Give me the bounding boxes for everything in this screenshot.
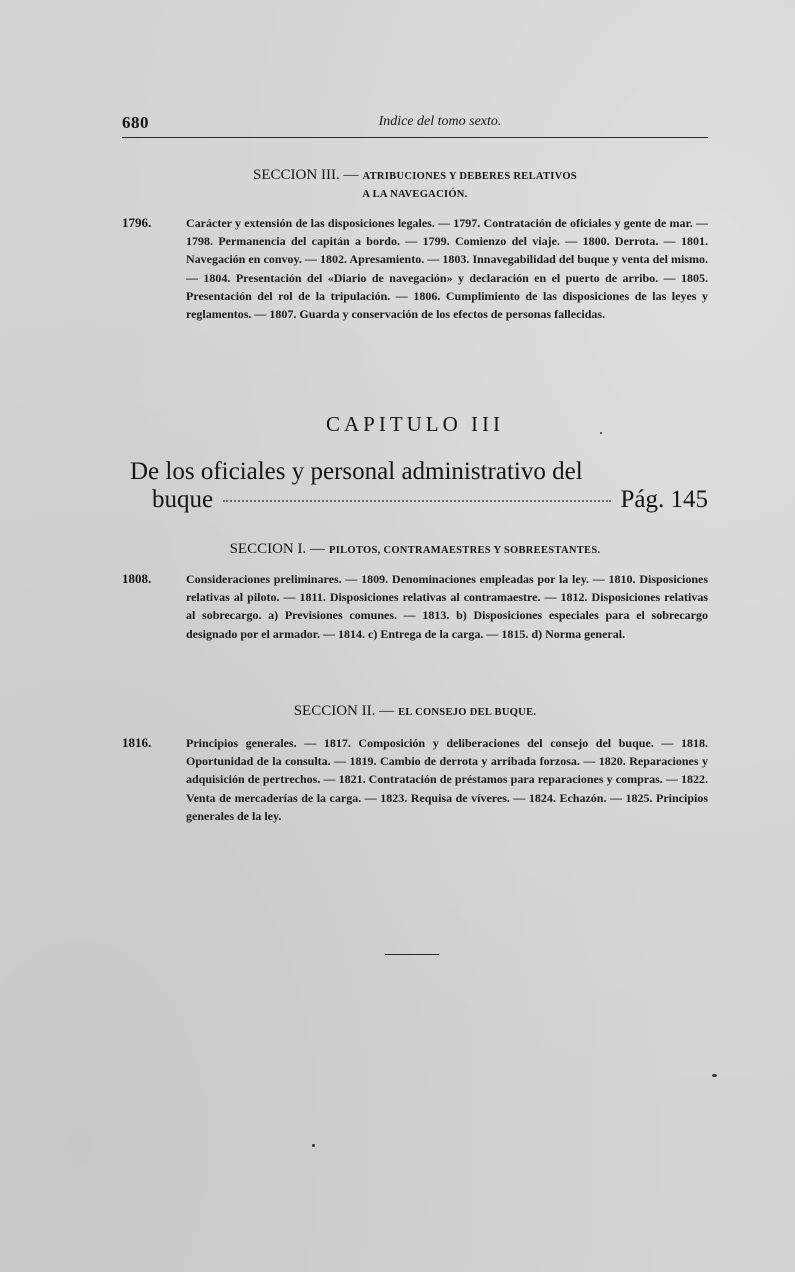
header-rule <box>122 137 708 138</box>
chapter-subtitle-word: buque <box>152 486 214 513</box>
section-1-heading <box>122 540 708 560</box>
chapter-subtitle-line2 <box>152 486 708 514</box>
section-1-title-lead: SECCION I. — <box>229 541 326 557</box>
running-title: Indice del tomo sexto. <box>378 114 502 129</box>
entry-text: Consideraciones preliminares. — 1809. Denominaciones empleadas por la ley. — 1810. Disposiciones relativas al piloto. — 1811. Disposiciones relativas al contramaestre. — 1812. Disposiciones relativas al sobrecargo. a) Previsiones comunes. — 1813. b) Disposiciones especiales para el sobrecargo designado por el armador. — 1814. c) Entrega de la carga. — 1815. d) Norma general. <box>186 572 708 641</box>
paper-speck <box>312 1144 315 1147</box>
entry-number: 1816. <box>122 735 152 750</box>
end-rule <box>385 954 439 955</box>
page-number: 680 <box>122 113 149 132</box>
section-2-title-lead: SECCION II. — <box>293 703 395 719</box>
page-reference: Pág. 145 <box>620 486 708 513</box>
chapter-title: CAPITULO III <box>325 412 505 436</box>
section-3-title-rest: ATRIBUCIONES Y DEBERES RELATIVOS <box>362 171 577 182</box>
entry-text: Principios generales. — 1817. Composición y deliberaciones del consejo del buque. — 1818. Oportunidad de la consulta. — 1819. Cambio de derrota y arribada forzosa. — 1820. Reparaciones y adquisición de pertrechos. — 1821. Contratación de préstamos para reparaciones y compras. — 1822. Venta de mercaderías de la carga. — 1823. Requisa de víveres. — 1824. Echazón. — 1825. Principios generales de la ley. <box>186 736 708 823</box>
chapter-subtitle-line1: De los oficiales y personal administrativo del <box>130 458 583 485</box>
section-3-title-lead: SECCION III. — <box>253 167 359 183</box>
section-2-title-rest: EL CONSEJO DEL BUQUE. <box>398 707 537 718</box>
entry-text: Carácter y extensión de las disposiciones legales. — 1797. Contratación de oficiales y gente de mar. — 1798. Permanencia del capitán a bordo. — 1799. Comienzo del viaje. — 1800. Derrota. — 1801. Navegación en convoy. — 1802. Apresamiento. — 1803. Innavegabilidad del buque y venta del mismo. — 1804. Presentación del «Diario de navegación» y declaración en el puerto de arribo. — 1805. Presentación del rol de la tripulación. — 1806. Cumplimiento de las disposiciones de las leyes y reglamentos. — 1807. Guarda y conservación de los efectos de personas fallecidas. <box>186 216 708 322</box>
paper-speck <box>712 1074 717 1077</box>
section-1-title-rest: PILOTOS, CONTRAMAESTRES Y SOBREESTANTES. <box>329 545 601 556</box>
entry-number: 1796. <box>122 215 152 230</box>
section-2-heading <box>122 702 708 722</box>
section-3-heading <box>122 166 708 204</box>
paper-speck <box>600 432 602 434</box>
entry-number: 1808. <box>122 571 152 586</box>
section-3-title-line2: A LA NAVEGACIÓN. <box>362 189 468 200</box>
dot-leader <box>223 500 610 502</box>
